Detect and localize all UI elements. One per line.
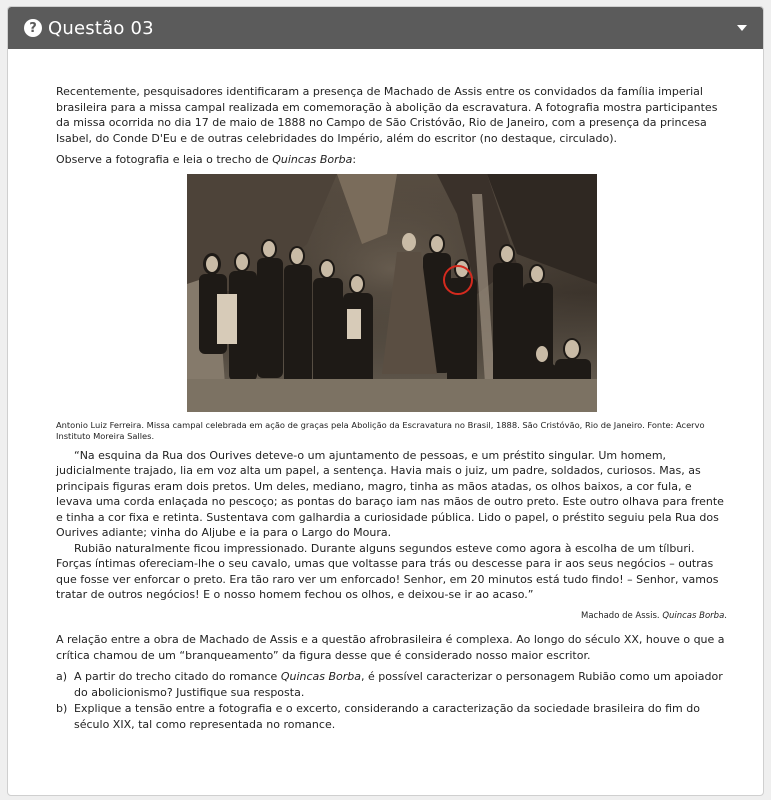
- question-body: [8, 49, 763, 732]
- excerpt-paragraph-1: “Na esquina da Rua dos Ourives deteve-o um ajuntamento de pessoas, e um préstito singular. Um homem, judicialmente trajado, lia em voz alta um papel, a sentença. Havia mais o juiz, um padre, soldados, curiosos. Mas, as principais figuras eram dois pretos. Um deles, mediano, magro, tinha as mãos atadas, os olhos baixos, a cor fula, e levava uma corda enlaçada no pescoço; as pontas do baraço iam nas mãos de outro preto. Este outro olhava para frente e tinha a cor fixa e retinta. Sustentava com galhardia a curiosidade pública. Lido o papel, o préstito seguiu pela Rua dos Ourives adiante; vinha do Aljube e ia para o Largo do Moura.: [56, 448, 724, 539]
- relation-paragraph: A relação entre a obra de Machado de Assis e a questão afrobrasileira é complexa. Ao longo do século XX, houve o que a crítica chamou de um “branqueamento” da figura desse que é considerado nosso maior escritor.: [56, 633, 725, 662]
- observe-paragraph: Observe a fotografia e leia o trecho de Quincas Borba:: [56, 153, 357, 166]
- excerpt-paragraph-2: Rubião naturalmente ficou impressionado. Durante alguns segundos esteve como agora à escolha de um tílburi. Forças íntimas ofereciam-lhe o seu cavalo, umas que voltasse para trás ou descesse para ir aos seus negócios – outras que fosse ver enforcar o preto. Era tão raro ver um enforcado! Senhor, em 20 minutos está tudo findo! – Senhor, vamos tratar de outros negócios! E o nosso homem fechou os olhos, e deixou-se ir ao acaso.”: [56, 541, 719, 601]
- question-items: [56, 669, 727, 732]
- chevron-down-icon[interactable]: [737, 25, 747, 31]
- intro-paragraph: Recentemente, pesquisadores identificaram a presença de Machado de Assis entre os convidados da família imperial brasileira para a missa campal realizada em comemoração à abolição da escravatura. A fotografia mostra participantes da missa ocorrida no dia 17 de maio de 1888 no Campo de São Cristóvão, Rio de Janeiro, com a presença da princesa Isabel, do Conde D'Eu e de outras celebridades do Império, além do escritor (no destaque, circulado).: [56, 85, 718, 145]
- item-text: A partir do trecho citado do romance Quincas Borba, é possível caracterizar o personagem Rubião como um apoiador do abolicionismo? Justifique sua resposta.: [74, 670, 723, 699]
- question-circle-icon: ?: [24, 19, 42, 37]
- novel-excerpt: [56, 448, 727, 603]
- question-card: [7, 6, 764, 796]
- item-label: a): [56, 670, 68, 683]
- question-item-a: [56, 669, 727, 700]
- historical-photograph: [187, 174, 597, 412]
- item-label: b): [56, 702, 68, 715]
- photo-caption: Antonio Luiz Ferreira. Missa campal celebrada em ação de graças pela Abolição da Escravatura no Brasil, 1888. São Cristóvão, Rio de Janeiro. Fonte: Acervo Instituto Moreira Salles.: [56, 419, 705, 441]
- question-title: Questão 03: [48, 17, 154, 39]
- photo-container: [56, 174, 727, 412]
- question-header[interactable]: [8, 7, 763, 49]
- question-item-b: [56, 701, 727, 732]
- excerpt-source: Machado de Assis. Quincas Borba.: [581, 610, 727, 621]
- item-text: Explique a tensão entre a fotografia e o excerto, considerando a caracterização da sociedade brasileira do fim do século XIX, tal como representada no romance.: [74, 702, 700, 731]
